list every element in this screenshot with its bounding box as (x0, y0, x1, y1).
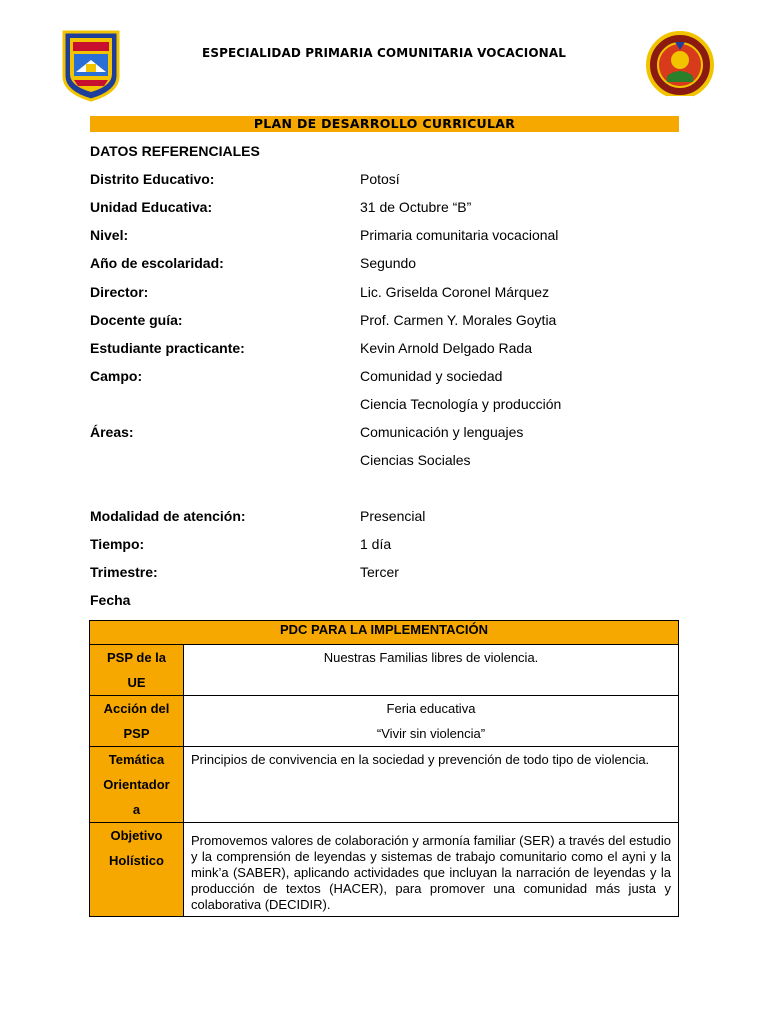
pdc-label-objetivo-line2: Holístico (109, 853, 164, 868)
pdc-table (89, 620, 679, 917)
field-value-nivel: Primaria comunitaria vocacional (360, 227, 559, 243)
field-value-docente: Prof. Carmen Y. Morales Goytia (360, 312, 557, 328)
field-value-tiempo: 1 día (360, 536, 392, 552)
section-title: DATOS REFERENCIALES (90, 143, 260, 159)
field-value-campo: Comunidad y sociedad (360, 368, 503, 384)
school-seal-logo (645, 30, 715, 102)
pdc-value-accion (184, 696, 679, 747)
pdc-label-accion-line2: PSP (123, 726, 150, 741)
field-value-modalidad: Presencial (360, 508, 426, 524)
field-value-ano: Segundo (360, 255, 417, 271)
pdc-label-tematica-line2: Orientador (103, 777, 170, 792)
pdc-label-accion-line1: Acción del (103, 701, 170, 716)
plan-title-bar: PLAN DE DESARROLLO CURRICULAR (90, 116, 679, 132)
field-label-nivel: Nivel: (90, 227, 129, 243)
field-value-distrito: Potosí (360, 171, 400, 187)
pdc-label-psp-line1: PSP de la (106, 650, 166, 665)
pdc-label-tematica-line1: Temática (108, 752, 165, 767)
field-label-director: Director: (90, 284, 149, 300)
pdc-row-psp (90, 645, 679, 696)
field-label-trimestre: Trimestre: (90, 564, 158, 580)
field-value-estudiante: Kevin Arnold Delgado Rada (360, 340, 533, 356)
pdc-value-psp: Nuestras Familias libres de violencia. (184, 645, 679, 696)
pdc-label-tematica (90, 747, 184, 823)
field-value-areas: Comunicación y lenguajes (360, 424, 524, 440)
field-label-unidad: Unidad Educativa: (90, 199, 213, 215)
field-value-director: Lic. Griselda Coronel Márquez (360, 284, 550, 300)
pdc-label-psp (90, 645, 184, 696)
field-label-ano: Año de escolaridad: (90, 255, 224, 271)
header-title: ESPECIALIDAD PRIMARIA COMUNITARIA VOCACIONAL (202, 46, 566, 60)
field-label-distrito: Distrito Educativo: (90, 171, 215, 187)
pdc-value-objetivo: Promovemos valores de colaboración y armonía familiar (SER) a través del estudio y la comprensión de leyendas y sistemas de trabajo comunitario como el ayni y la mink’a (SABER), aplicando actividades que incluyan la narración de leyendas y la producción de textos (HACER), para promover una comunidad más justa y colaborativa (DECIDIR). (184, 823, 679, 917)
field-label-campo: Campo: (90, 368, 143, 384)
pdc-label-objetivo (90, 823, 184, 917)
pdc-label-psp-line2: UE (127, 675, 146, 690)
field-value-trimestre: Tercer (360, 564, 399, 580)
institution-shield-logo (60, 28, 122, 102)
pdc-value-accion-line1: Feria educativa (386, 701, 476, 716)
field-value-unidad: 31 de Octubre “B” (360, 199, 472, 215)
pdc-row-tematica (90, 747, 679, 823)
field-label-fecha: Fecha (90, 592, 131, 608)
field-label-estudiante: Estudiante practicante: (90, 340, 245, 356)
pdc-table-header-row (90, 621, 679, 645)
field-value-campo-2: Ciencia Tecnología y producción (360, 396, 562, 412)
field-label-tiempo: Tiempo: (90, 536, 145, 552)
pdc-table-header: PDC PARA LA IMPLEMENTACIÓN (90, 621, 679, 645)
pdc-row-objetivo (90, 823, 679, 917)
field-value-areas-2: Ciencias Sociales (360, 452, 471, 468)
pdc-label-tematica-line3: a (132, 802, 141, 817)
pdc-value-accion-line2: “Vivir sin violencia” (376, 726, 486, 741)
field-label-areas: Áreas: (90, 424, 134, 440)
pdc-label-objetivo-line1: Objetivo (110, 828, 163, 843)
field-label-docente: Docente guía: (90, 312, 183, 328)
pdc-row-accion (90, 696, 679, 747)
field-label-modalidad: Modalidad de atención: (90, 508, 246, 524)
pdc-label-accion (90, 696, 184, 747)
pdc-value-tematica: Principios de convivencia en la sociedad y prevención de todo tipo de violencia. (184, 747, 679, 823)
